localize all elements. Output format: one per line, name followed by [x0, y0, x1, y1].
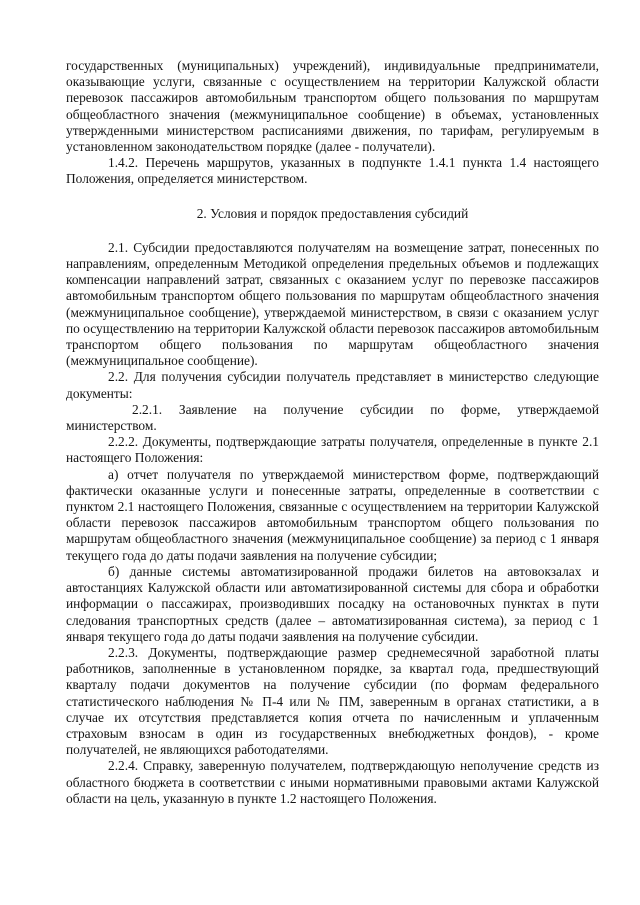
paragraph-2-1: 2.1. Субсидии предоставляются получателям на возмещение затрат, понесенных по направлениям, определенным Методикой определения предельных объемов и подлежащих компенсации направлений затрат, связанных с оказанием услуг по перевозке пассажиров автомобильным транспортом общего пользования по маршрутам общеобластного значения (межмуниципальное сообщение), утверждаемой министерством, в связи с оказанием услуг по осуществлению на территории Калужской области перевозок пассажиров автомобильным транспортом общего пользования по маршрутам общеобластного значения (межмуниципальное сообщение). [66, 239, 599, 369]
paragraph-2-2-1: 2.2.1. Заявление на получение субсидии по форме, утверждаемой министерством. [66, 401, 599, 434]
paragraph-recipients-continued: государственных (муниципальных) учреждений), индивидуальные предприниматели, оказывающие услуги, связанные с осуществлением на территории Калужской области перевозок пассажиров автомобильным транспортом общего пользования по маршрутам общеобластного значения (межмуниципальное сообщение) в объемах, установленных утвержденными министерством расписаниями движения, по тарифам, регулируемым в установленном законодательством порядке (далее - получатели). [66, 58, 599, 155]
paragraph-2-2-2-b: б) данные системы автоматизированной продажи билетов на автовокзалах и автостанциях Калужской области или автоматизированной системы для сбора и обработки информации о пассажирах, производивших посадку на остановочных пунктах в пути следования транспортных средств (далее – автоматизированная система), за период с 1 января текущего года до даты подачи заявления на получение субсидии. [66, 563, 599, 644]
paragraph-2-2-2-a: а) отчет получателя по утверждаемой министерством форме, подтверждающий фактически оказанные услуги и понесенные затраты, определенные в соответствии с пунктом 2.1 настоящего Положения, связанные с осуществлением на территории Калужской области перевозок пассажиров автомобильным транспортом общего пользования по маршрутам общеобластного значения (межмуниципальное сообщение) за период с 1 января текущего года до даты подачи заявления на получение субсидии; [66, 466, 599, 563]
paragraph-2-2-3: 2.2.3. Документы, подтверждающие размер среднемесячной заработной платы работников, заполненные в установленном порядке, за квартал года, предшествующий кварталу подачи документов на получение субсидии (по формам федерального статистического наблюдения № П-4 или № ПМ, заверенным в органах статистики, а в случае их отсутствия представляется копия отчета по начисленным и уплаченным страховым взносам в один из государственных внебюджетных фондов), - кроме получателей, не являющихся работодателями. [66, 644, 599, 758]
section-title: 2. Условия и порядок предоставления субсидий [196, 205, 469, 221]
paragraph-1-4-2: 1.4.2. Перечень маршрутов, указанных в подпункте 1.4.1 пункта 1.4 настоящего Положения, определяется министерством. [66, 155, 599, 187]
paragraph-2-2-2: 2.2.2. Документы, подтверждающие затраты получателя, определенные в пункте 2.1 настоящего Положения: [66, 434, 599, 466]
paragraph-2-2-4: 2.2.4. Справку, заверенную получателем, подтверждающую неполучение средств из областного бюджета в соответствии с иными нормативными правовыми актами Калужской области на цель, указанную в пункте 1.2 настоящего Положения. [66, 758, 599, 806]
document-body [66, 58, 599, 807]
paragraph-2-2: 2.2. Для получения субсидии получатель представляет в министерство следующие документы: [66, 369, 599, 401]
